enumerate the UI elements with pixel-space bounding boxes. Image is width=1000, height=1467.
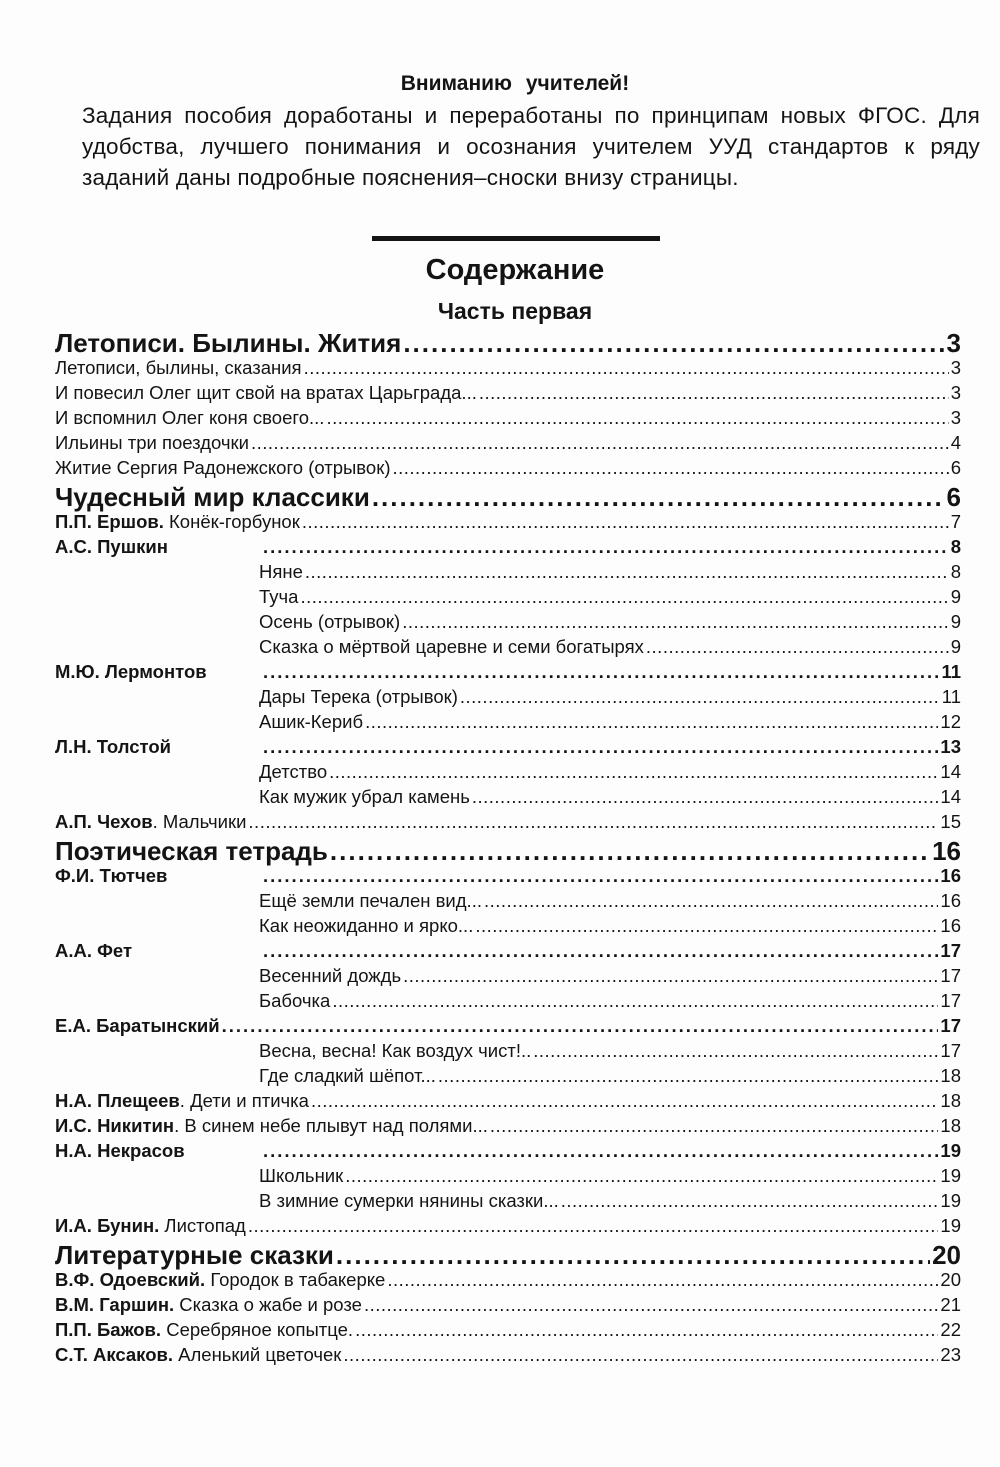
toc-title: Содержание: [425, 254, 605, 286]
dot-leader: [403, 328, 944, 359]
entry-author: А.А. Фет: [55, 940, 133, 961]
page-number: 3: [946, 328, 961, 358]
page-number: 6: [946, 482, 961, 512]
page-number: 22: [940, 1319, 961, 1340]
page-number: 19: [940, 1140, 961, 1161]
page-number: 15: [940, 811, 961, 832]
notice-text: Задания пособия доработаны и переработаны по принципам новых ФГОС. Для удобства, лучшего понимания и осознания учителем УУД стандартов к ряду заданий даны подробные пояснения–сноски внизу страницы.: [82, 103, 980, 190]
dot-leader: [305, 561, 949, 583]
entry-title: . Мальчики: [152, 811, 247, 832]
toc-entry: [55, 1190, 961, 1215]
dot-leader: [304, 357, 949, 379]
entry-title: Аленький цветочек: [178, 1344, 342, 1365]
toc-entry: [55, 1294, 961, 1319]
dot-leader: [263, 1140, 938, 1162]
dot-leader: [372, 482, 945, 513]
dot-leader: [300, 586, 948, 608]
page-number: 9: [950, 636, 961, 657]
page-number: 18: [940, 1115, 961, 1136]
entry-author: Н.А. Некрасов: [55, 1140, 185, 1161]
toc-section: [55, 1240, 961, 1269]
section-title: Чудесный мир классики: [55, 482, 370, 512]
entry-title: Серебряное копытце.: [166, 1319, 354, 1340]
toc-author-heading: [55, 865, 961, 890]
toc-entry: [55, 990, 961, 1015]
entry-author: А.С. Пушкин: [55, 536, 168, 557]
entry-author: П.П. Бажов.: [55, 1319, 162, 1340]
page-number: 3: [950, 407, 961, 428]
entry-title: И вспомнил Олег коня своего...: [55, 407, 325, 428]
dot-leader: [330, 836, 930, 867]
toc-entry: [55, 432, 961, 457]
entry-author: Н.А. Плещеев: [55, 1090, 180, 1111]
page-number: 19: [940, 1215, 961, 1236]
page-number: 16: [932, 836, 961, 866]
entry-title: Весна, весна! Как воздух чист!..: [259, 1040, 532, 1061]
entry-title: Весенний дождь: [259, 965, 402, 986]
entry-title: . Дети и птичка: [179, 1090, 309, 1111]
entry-title: Житие Сергия Радонежского (отрывок): [55, 457, 391, 478]
dot-leader: [364, 1294, 938, 1316]
dot-leader: [311, 1090, 938, 1112]
toc-entry: [55, 1040, 961, 1065]
entry-author: В.Ф. Одоевский.: [55, 1269, 206, 1290]
toc-entry: [55, 457, 961, 482]
toc-entry: [55, 965, 961, 990]
dot-leader: [403, 965, 938, 987]
page-number: 8: [950, 536, 961, 557]
divider-rule: [372, 236, 660, 241]
toc-entry: [55, 1065, 961, 1090]
toc-author-heading: [55, 736, 961, 761]
entry-author: Е.А. Баратынский: [55, 1015, 220, 1036]
page-number: 4: [950, 432, 961, 453]
toc-entry: [55, 636, 961, 661]
toc-author-heading: [55, 1015, 961, 1040]
page-number: 18: [940, 1065, 961, 1086]
page-number: 9: [950, 611, 961, 632]
page-number: 7: [950, 511, 961, 532]
dot-leader: [438, 1065, 939, 1087]
dot-leader: [475, 915, 938, 937]
page-number: 17: [940, 990, 961, 1011]
entry-author: В.М. Гаршин.: [55, 1294, 175, 1315]
dot-leader: [326, 407, 948, 429]
toc-entry: [55, 811, 961, 836]
entry-author: М.Ю. Лермонтов: [55, 661, 207, 682]
toc-entry: [55, 382, 961, 407]
dot-leader: [402, 611, 949, 633]
section-title: Поэтическая тетрадь: [55, 836, 328, 866]
toc-entry: [55, 1090, 961, 1115]
entry-title: Где сладкий шёпот...: [259, 1065, 436, 1086]
page-number: 18: [940, 1090, 961, 1111]
toc-section: [55, 836, 961, 865]
entry-title: Ильины три поездочки: [55, 432, 249, 453]
entry-author: С.Т. Аксаков.: [55, 1344, 174, 1365]
toc-section: [55, 482, 961, 511]
dot-leader: [336, 1240, 930, 1271]
dot-leader: [263, 536, 949, 558]
entry-title: Городок в табакерке: [210, 1269, 386, 1290]
entry-title: Сказка о мёртвой царевне и семи богатырях: [259, 636, 644, 657]
page-number: 6: [950, 457, 961, 478]
entry-author: Ф.И. Тютчев: [55, 865, 168, 886]
dot-leader: [248, 1215, 939, 1237]
page-number: 14: [940, 786, 961, 807]
entry-title: Осень (отрывок): [259, 611, 401, 632]
toc-entry: [55, 761, 961, 786]
page-number: 17: [940, 965, 961, 986]
entry-author: Л.Н. Толстой: [55, 736, 172, 757]
entry-author: А.П. Чехов: [55, 811, 153, 832]
dot-leader: [329, 761, 938, 783]
toc-entry: [55, 686, 961, 711]
toc-entry: [55, 1319, 961, 1344]
dot-leader: [251, 432, 949, 454]
dot-leader: [484, 890, 938, 912]
entry-title: Летописи, былины, сказания: [55, 357, 302, 378]
toc-entry: [55, 786, 961, 811]
entry-title: Конёк-горбунок: [169, 511, 300, 532]
entry-title: Сказка о жабе и розе: [179, 1294, 362, 1315]
page-number: 8: [950, 561, 961, 582]
dot-leader: [302, 511, 949, 533]
entry-title: И повесил Олег щит свой на вратах Царьграда...: [55, 382, 477, 403]
toc-author-heading: [55, 536, 961, 561]
page-number: 19: [940, 1190, 961, 1211]
dot-leader: [392, 457, 948, 479]
entry-title: Как мужик убрал камень: [259, 786, 470, 807]
toc-entry: [55, 1215, 961, 1240]
toc-entry: [55, 1115, 961, 1140]
toc-entry: [55, 915, 961, 940]
toc-author-heading: [55, 1140, 961, 1165]
dot-leader: [561, 1190, 939, 1212]
entry-title: . В синем небе плывут над полями...: [174, 1115, 488, 1136]
toc-entry: [55, 890, 961, 915]
page-number: 13: [940, 736, 961, 757]
section-title: Литературные сказки: [55, 1240, 334, 1270]
dot-leader: [479, 382, 949, 404]
dot-leader: [646, 636, 949, 658]
dot-leader: [248, 811, 938, 833]
page-number: 20: [932, 1240, 961, 1270]
toc-entry: [55, 586, 961, 611]
dot-leader: [365, 711, 938, 733]
entry-title: Листопад: [164, 1215, 246, 1236]
toc-entry: [55, 1165, 961, 1190]
toc-entry: [55, 357, 961, 382]
notice-title: Вниманию учителей!: [400, 72, 630, 95]
dot-leader: [387, 1269, 938, 1291]
page-number: 12: [940, 711, 961, 732]
page-number: 16: [940, 890, 961, 911]
dot-leader: [222, 1015, 939, 1037]
page-number: 3: [950, 382, 961, 403]
toc-entry: [55, 561, 961, 586]
dot-leader: [460, 686, 940, 708]
page-number: 14: [940, 761, 961, 782]
toc-entry: [55, 407, 961, 432]
page-number: 11: [941, 686, 961, 707]
page-number: 11: [941, 661, 961, 682]
entry-title: Ещё земли печален вид...: [259, 890, 482, 911]
toc-subtitle: Часть первая: [437, 298, 593, 324]
dot-leader: [533, 1040, 938, 1062]
entry-title: Школьник: [259, 1165, 344, 1186]
entry-title: Детство: [259, 761, 328, 782]
entry-title: В зимние сумерки нянины сказки...: [259, 1190, 559, 1211]
section-title: Летописи. Былины. Жития: [55, 328, 402, 358]
page-number: 23: [940, 1344, 961, 1365]
entry-title: Туча: [259, 586, 299, 607]
entry-author: П.П. Ершов.: [55, 511, 164, 532]
dot-leader: [263, 940, 938, 962]
dot-leader: [490, 1115, 939, 1137]
toc-entry: [55, 1344, 961, 1369]
dot-leader: [345, 1165, 938, 1187]
page-number: 21: [940, 1294, 961, 1315]
entry-title: Бабочка: [259, 990, 331, 1011]
page-number: 17: [940, 940, 961, 961]
page-number: 16: [940, 865, 961, 886]
page-number: 17: [940, 1040, 961, 1061]
dot-leader: [263, 661, 939, 683]
entry-title: Дары Терека (отрывок): [259, 686, 458, 707]
toc-entry: [55, 711, 961, 736]
dot-leader: [355, 1319, 938, 1341]
page-number: 9: [950, 586, 961, 607]
entry-author: И.С. Никитин: [55, 1115, 175, 1136]
toc-author-heading: [55, 940, 961, 965]
dot-leader: [343, 1344, 938, 1366]
toc-section: [55, 328, 961, 357]
dot-leader: [332, 990, 938, 1012]
dot-leader: [263, 736, 938, 758]
page-number: 19: [940, 1165, 961, 1186]
page-number: 3: [950, 357, 961, 378]
entry-author: И.А. Бунин.: [55, 1215, 160, 1236]
entry-title: Как неожиданно и ярко...: [259, 915, 474, 936]
toc-entry: [55, 1269, 961, 1294]
entry-title: Ашик-Кериб: [259, 711, 364, 732]
table-of-contents: [55, 328, 961, 1369]
toc-entry: [55, 511, 961, 536]
toc-author-heading: [55, 661, 961, 686]
dot-leader: [472, 786, 939, 808]
dot-leader: [263, 865, 938, 887]
toc-entry: [55, 611, 961, 636]
page-number: 17: [940, 1015, 961, 1036]
page-number: 16: [940, 915, 961, 936]
entry-title: Няне: [259, 561, 303, 582]
page-number: 20: [940, 1269, 961, 1290]
